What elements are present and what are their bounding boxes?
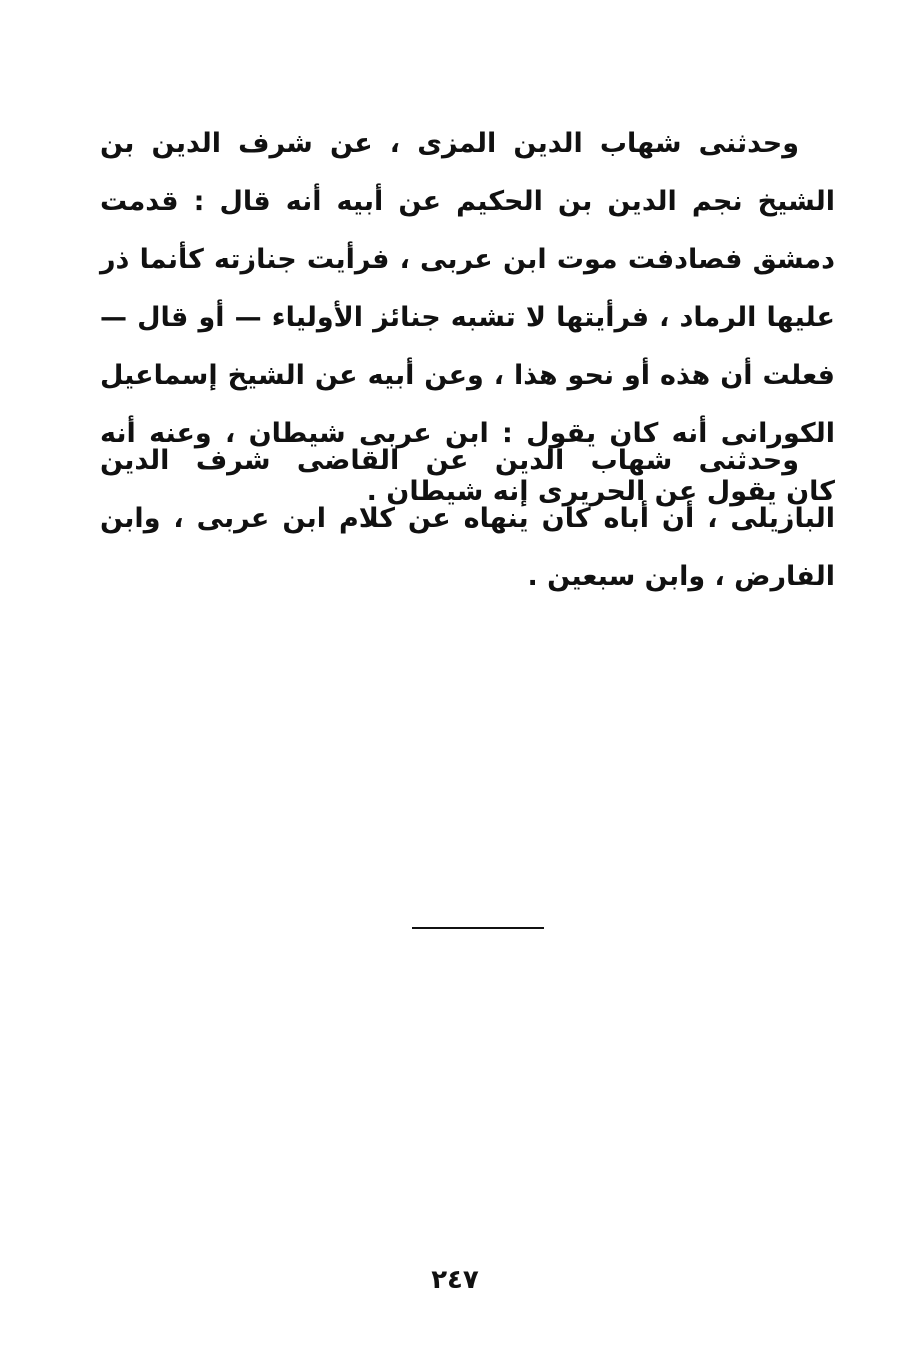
paragraph-2: وحدثنى شهاب الدين عن القاضى شرف الدين البازيلى ، أن أباه كان ينهاه عن كلام ابن عربى ، وابن الفارض ، وابن سبعين . [100,445,835,592]
section-divider [412,927,544,929]
paragraph-1: وحدثنى شهاب الدين المزى ، عن شرف الدين بن الشيخ نجم الدين بن الحكيم عن أبيه أنه قال : قدمت دمشق فصادفت موت ابن عربى ، فرأيت جنازته كأنما ذر عليها الرماد ، فرأيتها لا تشبه جنائز الأولياء — أو قال — فعلت أن هذه أو نحو هذا ، وعن أبيه عن الشيخ إسماعيل الكورانى أنه كان يقول : ابن عربى شيطان ، وعنه أنه كان يقول عن الحريرى إنه شيطان . [100,128,835,507]
page-number: ٢٤٧ [431,1265,479,1295]
